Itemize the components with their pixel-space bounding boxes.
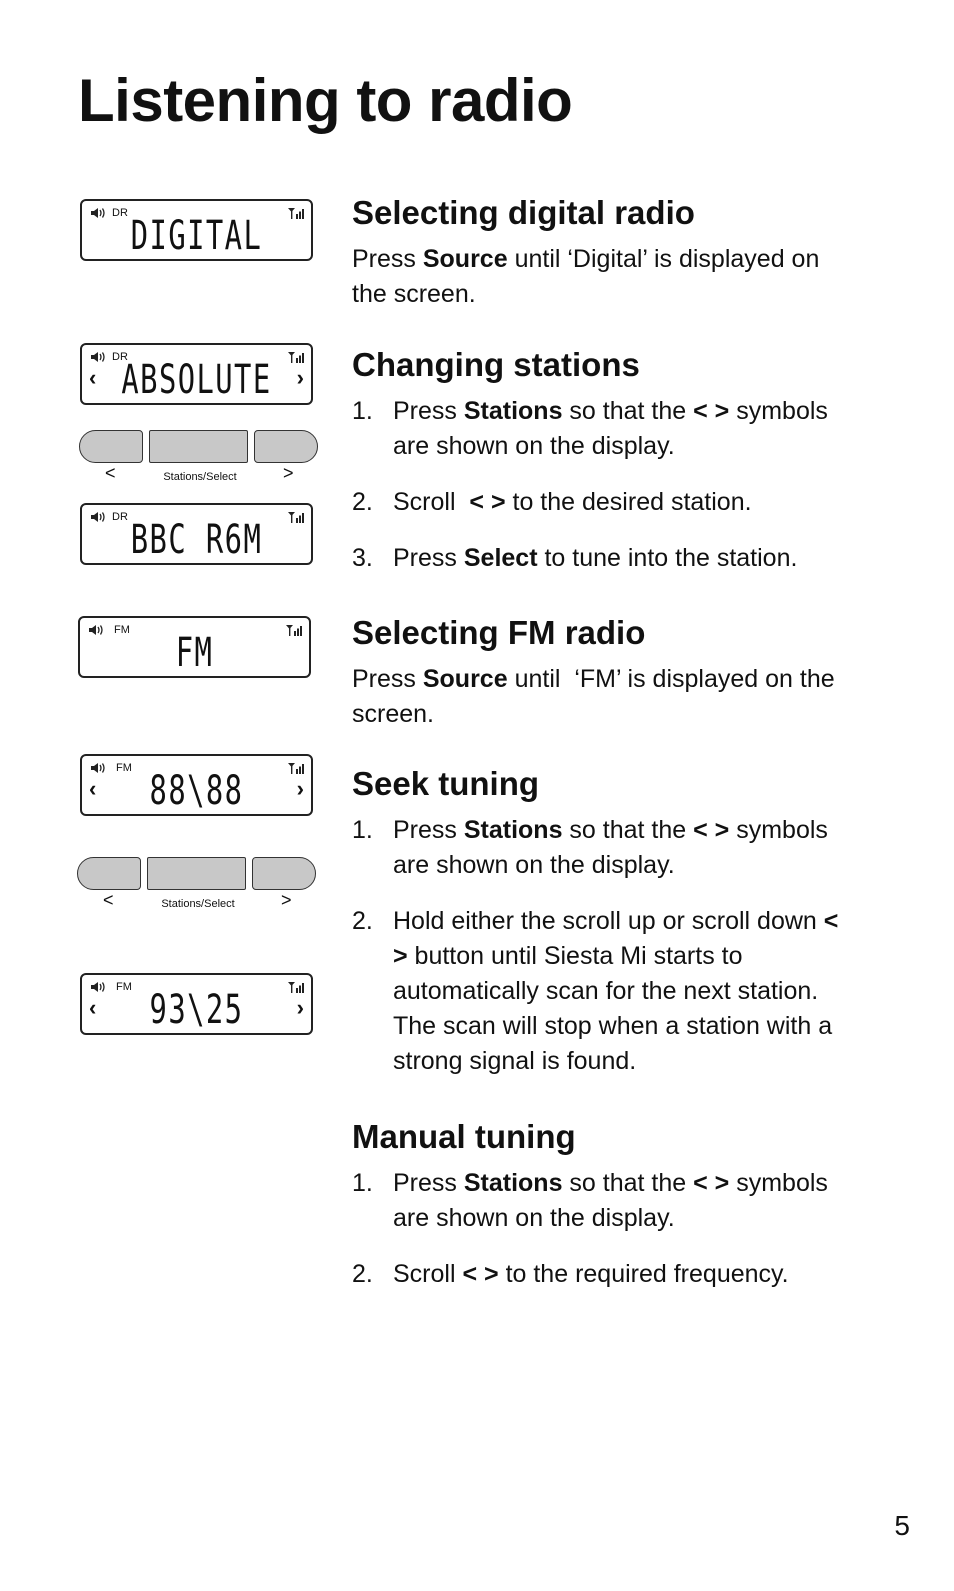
lcd-right-arrow-icon: ›	[296, 995, 304, 1020]
lcd-left-arrow-icon: ‹	[89, 995, 97, 1020]
page-title: Listening to radio	[78, 67, 573, 134]
text-run: so that the	[562, 396, 694, 425]
text-run: until ‘FM’ is displayed on the screen.	[352, 664, 842, 728]
lcd-display-absolute	[80, 343, 313, 405]
stations-select-label: Stations/Select	[163, 471, 237, 483]
step-number: 3.	[352, 543, 373, 572]
signal-strength-icon	[287, 511, 305, 523]
list-item	[352, 904, 852, 1079]
lcd-mode-label: FM	[116, 762, 132, 774]
lcd-mode-label: FM	[116, 981, 132, 993]
lcd-text: FM	[175, 630, 214, 676]
scroll-right-label: >	[281, 890, 292, 910]
button-row	[77, 857, 319, 917]
section-changing-stations	[352, 346, 852, 597]
list-item	[352, 1166, 852, 1236]
lcd-display-frequency	[80, 973, 313, 1035]
step-number: 1.	[352, 396, 373, 425]
text-run: until ‘Digital’ is displayed on the screen.	[352, 244, 820, 308]
lcd-text: 93\25	[149, 987, 244, 1033]
steps-list	[352, 813, 852, 1079]
step-number: 2.	[352, 487, 373, 516]
text-run: Press	[393, 543, 464, 572]
lcd-mode-label: DR	[112, 207, 128, 219]
scroll-right-label: >	[283, 463, 294, 483]
lcd-right-arrow-icon: ›	[296, 776, 304, 801]
section-heading: Selecting FM radio	[352, 614, 646, 651]
lcd-mode-label: FM	[114, 624, 130, 636]
list-item	[352, 394, 852, 464]
section-manual-tuning	[352, 1118, 852, 1313]
speaker-icon	[90, 762, 108, 774]
step-number: 1.	[352, 1168, 373, 1197]
step-number: 2.	[352, 1259, 373, 1288]
text-run: Press	[393, 815, 464, 844]
scroll-left-label: <	[103, 890, 114, 910]
lcd-display-digital	[80, 199, 313, 261]
lcd-display-station	[80, 503, 313, 565]
scroll-right-button[interactable]	[252, 857, 316, 890]
text-run: symbols are shown on the display.	[393, 815, 828, 879]
lcd-display-fm	[78, 616, 311, 678]
keyword: Stations	[463, 1168, 563, 1197]
keyword: Source	[422, 664, 508, 693]
text-run: to tune into the station.	[537, 543, 798, 572]
section-selecting-fm-radio	[352, 614, 852, 732]
signal-strength-icon	[287, 207, 305, 219]
keyword: Stations	[463, 815, 563, 844]
button-row	[79, 430, 321, 490]
step-number: 1.	[352, 815, 373, 844]
text-run: to the required frequency.	[498, 1259, 789, 1288]
page-number: 5	[894, 1510, 910, 1541]
step-number: 2.	[352, 906, 373, 935]
lcd-left-arrow-icon: ‹	[89, 365, 97, 390]
lcd-right-arrow-icon: ›	[296, 365, 304, 390]
lcd-mode-label: DR	[112, 511, 128, 523]
speaker-icon	[90, 207, 108, 219]
list-item	[352, 485, 852, 520]
section-body	[352, 242, 852, 312]
speaker-icon	[90, 511, 108, 523]
steps-list	[352, 394, 852, 576]
text-run: Press	[352, 664, 423, 693]
keyword: < >	[462, 1259, 499, 1288]
text-run: button until Siesta Mi starts to automatically scan for the next station. The scan will stop when a station with a strong signal is found.	[393, 941, 833, 1075]
section-body	[352, 662, 852, 732]
section-heading: Manual tuning	[352, 1118, 576, 1155]
keyword: < >	[393, 906, 839, 970]
stations-select-button[interactable]	[147, 857, 246, 890]
stations-select-label: Stations/Select	[161, 898, 235, 910]
speaker-icon	[88, 624, 106, 636]
section-seek-tuning	[352, 765, 852, 1100]
text-run: symbols are shown on the display.	[393, 396, 828, 460]
keyword: < >	[693, 1168, 730, 1197]
signal-strength-icon	[287, 981, 305, 993]
lcd-text: BBC R6M	[130, 517, 263, 563]
lcd-text: ABSOLUTE	[121, 357, 272, 403]
text-run: Press	[352, 244, 423, 273]
lcd-left-arrow-icon: ‹	[89, 776, 97, 801]
steps-list	[352, 1166, 852, 1292]
section-heading: Seek tuning	[352, 765, 540, 802]
text-run: to the desired station.	[505, 487, 752, 516]
section-heading: Changing stations	[352, 346, 640, 383]
text-run: so that the	[562, 815, 694, 844]
signal-strength-icon	[285, 624, 303, 636]
lcd-text: DIGITAL	[130, 213, 263, 259]
lcd-text: 88\88	[149, 768, 244, 814]
keyword: < >	[693, 396, 730, 425]
lcd-display-frequency	[80, 754, 313, 816]
keyword: < >	[693, 815, 730, 844]
section-heading: Selecting digital radio	[352, 194, 695, 231]
list-item	[352, 541, 852, 576]
section-selecting-digital-radio	[352, 194, 852, 312]
text-run: Scroll	[393, 487, 470, 516]
text-run: Scroll	[393, 1259, 463, 1288]
keyword: Select	[463, 543, 538, 572]
keyword: Stations	[463, 396, 563, 425]
list-item	[352, 1257, 852, 1292]
scroll-left-label: <	[105, 463, 116, 483]
signal-strength-icon	[287, 351, 305, 363]
text-run: Press	[393, 396, 464, 425]
speaker-icon	[90, 981, 108, 993]
stations-select-button[interactable]	[149, 430, 248, 463]
signal-strength-icon	[287, 762, 305, 774]
text-run: Press	[393, 1168, 464, 1197]
keyword: Source	[422, 244, 508, 273]
text-run: so that the	[562, 1168, 694, 1197]
list-item	[352, 813, 852, 883]
keyword: < >	[469, 487, 506, 516]
scroll-left-button[interactable]	[77, 857, 141, 890]
scroll-left-button[interactable]	[79, 430, 143, 463]
speaker-icon	[90, 351, 108, 363]
text-run: Hold either the scroll up or scroll down	[393, 906, 824, 935]
text-run: symbols are shown on the display.	[393, 1168, 828, 1232]
lcd-mode-label: DR	[112, 351, 128, 363]
scroll-right-button[interactable]	[254, 430, 318, 463]
